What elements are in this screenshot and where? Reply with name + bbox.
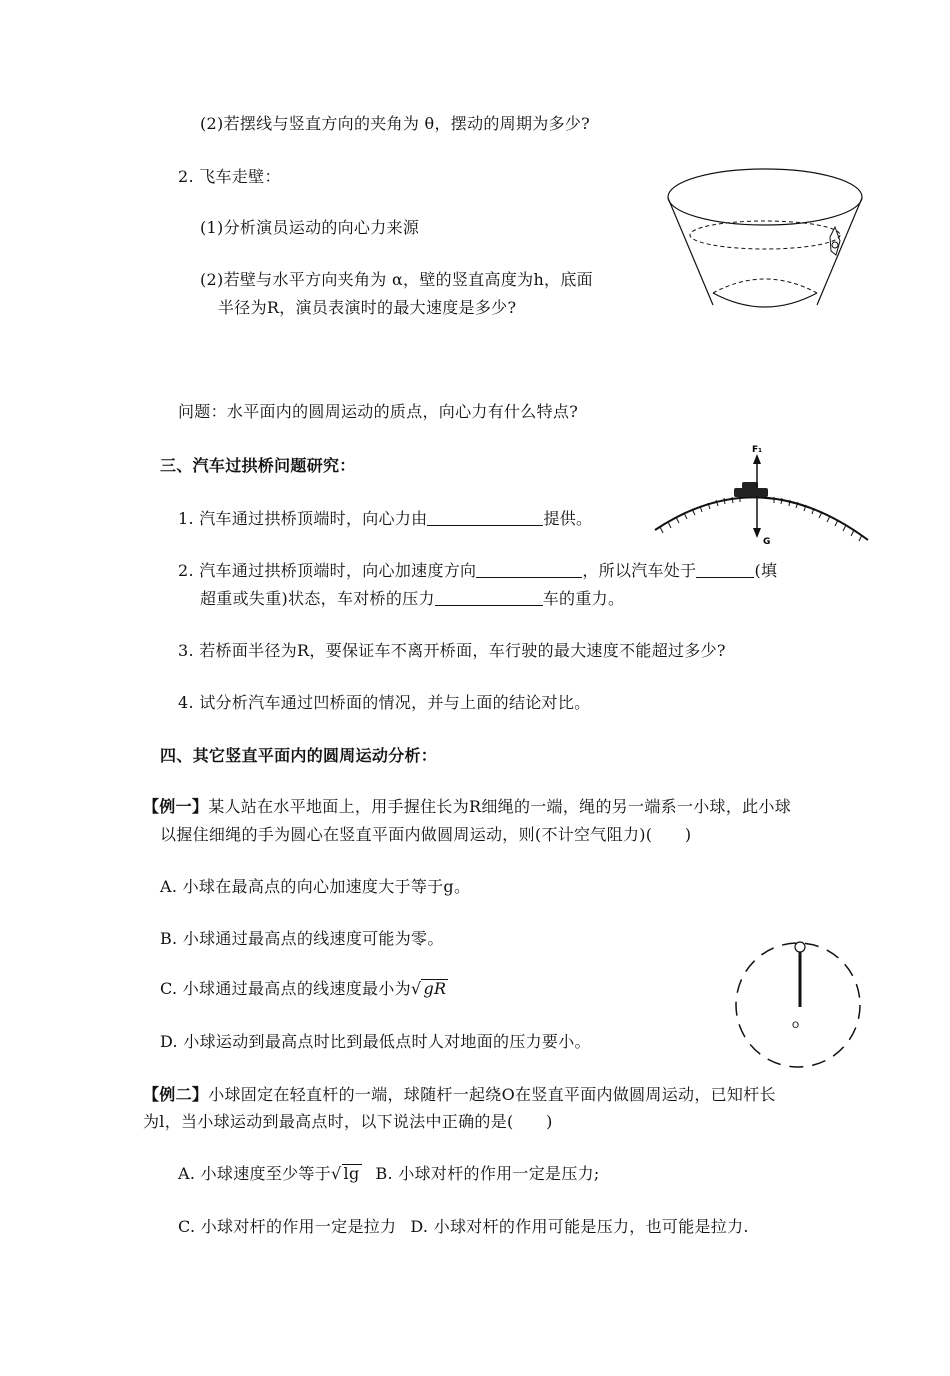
item-2-blank-direction[interactable]	[476, 561, 582, 578]
pivot-o-label: O	[792, 1021, 800, 1031]
example-1-line-1	[143, 796, 791, 818]
example-2-options-ab	[178, 1163, 600, 1185]
arch-bridge-figure	[650, 440, 875, 555]
item-2-blank-state[interactable]	[696, 561, 754, 578]
sqrt-gR-radicand: gR	[423, 979, 447, 998]
question-2-title: 2. 飞车走壁：	[178, 167, 281, 186]
question-2-part-2-line-2: 半径为R，演员表演时的最大速度是多少?	[218, 298, 517, 317]
section-4-heading: 四、其它竖直平面内的圆周运动分析：	[160, 746, 438, 765]
example-2-tag: 【例二】	[143, 1085, 209, 1104]
section-3-item-1	[178, 508, 592, 530]
example-1-option-b: B. 小球通过最高点的线速度可能为零。	[160, 929, 444, 948]
horizontal-circle-question: 问题：水平面内的圆周运动的质点，向心力有什么特点?	[178, 402, 579, 421]
sqrt-lg-radicand: lg	[343, 1164, 360, 1183]
force-f1-label: F₁	[752, 445, 763, 455]
section-3-item-4: 4. 试分析汽车通过凹桥面的情况，并与上面的结论对比。	[178, 693, 591, 712]
example-2-line-1	[143, 1084, 776, 1106]
example-2-line-2: 为l，当小球运动到最高点时，以下说法中正确的是( )	[143, 1112, 553, 1131]
sqrt-gR: √ gR	[410, 979, 447, 998]
question-2-part-2-line-1: (2)若壁与水平方向夹角为 α，壁的竖直高度为h，底面	[200, 270, 593, 289]
item-1-text: 1. 汽车通过拱桥顶端时，向心力由	[178, 509, 428, 528]
example-1-option-a: A. 小球在最高点的向心加速度大于等于g。	[160, 877, 471, 896]
item-2-mid: ，所以汽车处于	[582, 561, 697, 580]
item-2-line-2-tail: 车的重力。	[542, 589, 625, 608]
cone-wall-figure	[665, 165, 875, 320]
vertical-circle-figure	[728, 935, 868, 1075]
section-3-item-3: 3. 若桥面半径为R，要保证车不离开桥面，车行驶的最大速度不能超过多少?	[178, 641, 726, 660]
force-g-label: G	[763, 537, 771, 547]
example-2-option-a: A. 小球速度至少等于	[178, 1164, 332, 1183]
item-2-tail: (填	[754, 561, 778, 580]
item-1-tail: 提供。	[543, 509, 593, 528]
sqrt-lg: √ lg	[331, 1164, 360, 1183]
example-1-line-2: 以握住细绳的手为圆心在竖直平面内做圆周运动，则(不计空气阻力)( )	[160, 825, 692, 844]
item-2-blank-force[interactable]	[435, 589, 543, 606]
section-3-item-2-line-1	[178, 560, 777, 582]
example-2-option-c: C. 小球对杆的作用一定是拉力	[178, 1217, 397, 1236]
example-1-tag: 【例一】	[143, 797, 209, 816]
section-3-heading: 三、汽车过拱桥问题研究：	[160, 456, 356, 475]
example-1-option-d: D. 小球运动到最高点时比到最低点时人对地面的压力要小。	[160, 1032, 591, 1051]
section-3-item-2-line-2	[200, 588, 624, 610]
option-c-text: C. 小球通过最高点的线速度最小为	[160, 979, 411, 998]
item-1-blank[interactable]	[427, 509, 543, 526]
example-2-option-b: B. 小球对杆的作用一定是压力;	[375, 1164, 600, 1183]
example-2-options-cd	[178, 1216, 749, 1238]
example-2-option-d: D. 小球对杆的作用可能是压力，也可能是拉力.	[410, 1217, 749, 1236]
question-2-part-1: (1)分析演员运动的向心力来源	[200, 218, 420, 237]
example-2-text: 小球固定在轻直杆的一端，球随杆一起绕O在竖直平面内做圆周运动，已知杆长	[208, 1085, 776, 1104]
question-1-part-2: (2)若摆线与竖直方向的夹角为 θ，摆动的周期为多少?	[200, 114, 591, 133]
item-2-text: 2. 汽车通过拱桥顶端时，向心加速度方向	[178, 561, 477, 580]
item-2-line-2-text: 超重或失重)状态，车对桥的压力	[200, 589, 435, 608]
example-1-option-c	[160, 978, 448, 1000]
example-1-text: 某人站在水平地面上，用手握住长为R细绳的一端，绳的另一端系一小球，此小球	[208, 797, 792, 816]
